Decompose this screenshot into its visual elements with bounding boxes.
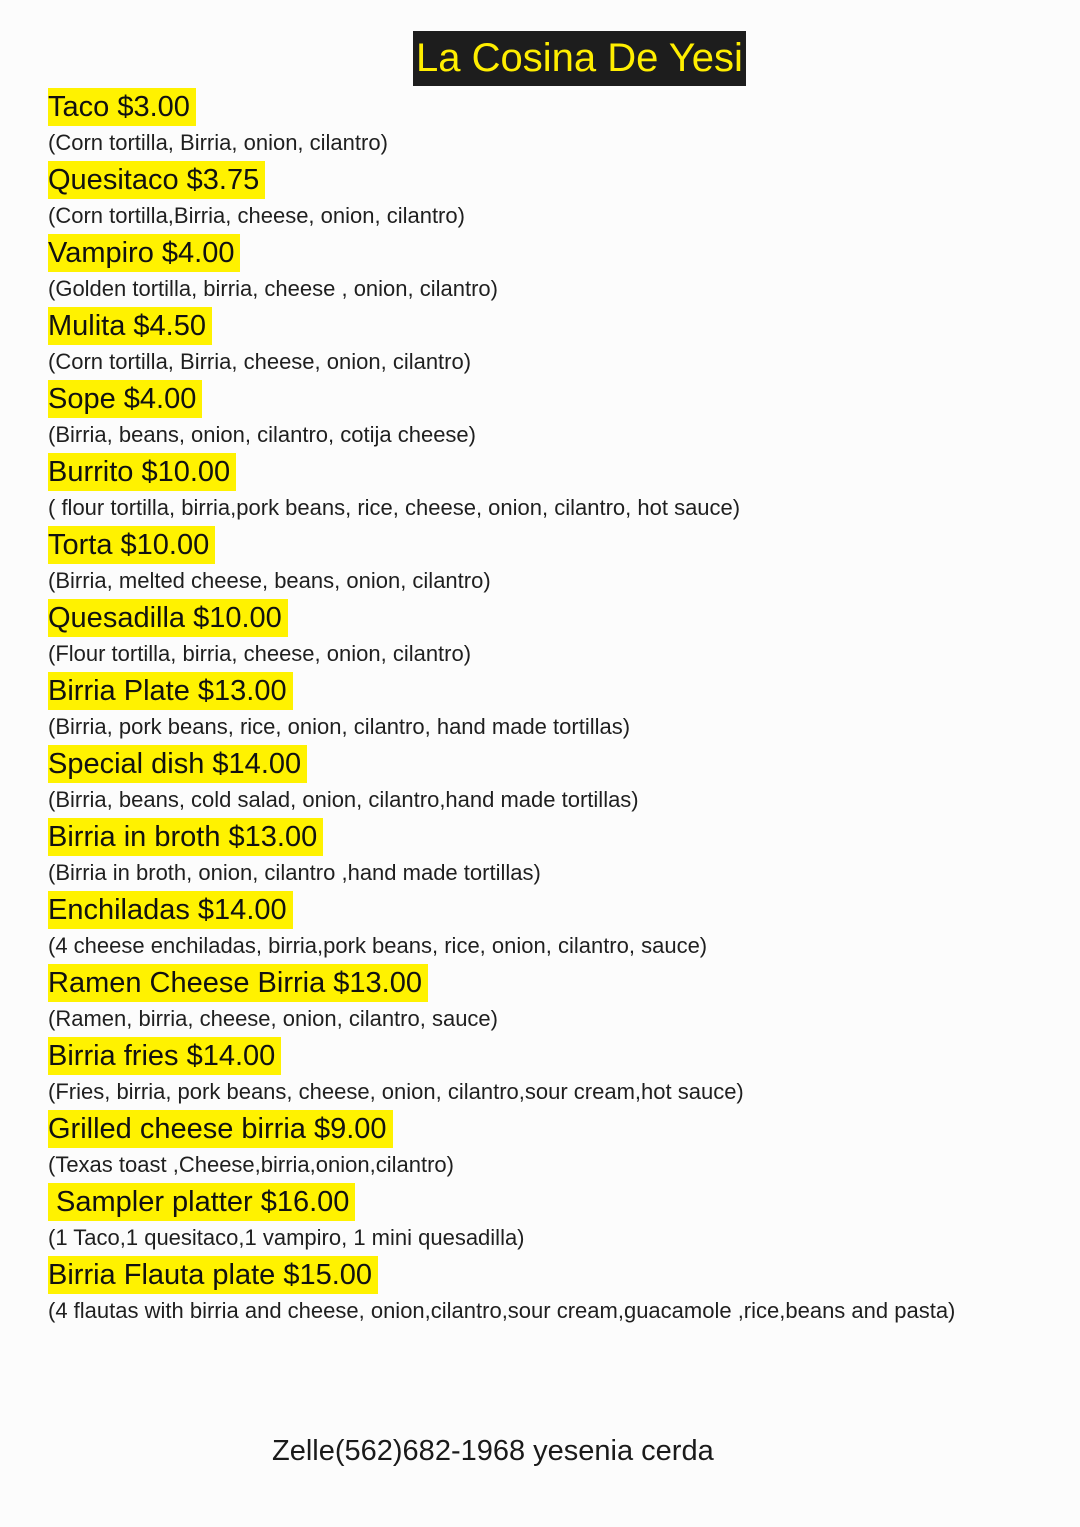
menu-item-name: Taco $3.00 [48,88,196,126]
menu-item-name: Burrito $10.00 [48,453,236,491]
menu-item-description: (Birria, beans, onion, cilantro, cotija cheese) [48,422,476,447]
menu-item [48,380,1048,453]
menu-item-description: ( flour tortilla, birria,pork beans, rice, cheese, onion, cilantro, hot sauce) [48,495,741,520]
menu-item-name: Torta $10.00 [48,526,215,564]
menu-item [48,599,1048,672]
menu-item [48,818,1048,891]
menu-item [48,453,1048,526]
menu-item [48,161,1048,234]
menu-item [48,1256,1048,1329]
menu-item [48,526,1048,599]
menu-item [48,88,1048,161]
menu-item-description: (1 Taco,1 quesitaco,1 vampiro, 1 mini quesadilla) [48,1225,525,1250]
menu-item-description: (Corn tortilla, Birria, cheese, onion, cilantro) [48,349,472,374]
menu-item-name: Grilled cheese birria $9.00 [48,1110,393,1148]
menu-item-name: Enchiladas $14.00 [48,891,293,929]
menu-item-description: (Birria, pork beans, rice, onion, cilantro, hand made tortillas) [48,714,631,739]
menu-item [48,234,1048,307]
menu-item-description: (4 flautas with birria and cheese, onion,cilantro,sour cream,guacamole ,rice,beans and pasta) [48,1298,956,1323]
menu-item-name: Quesitaco $3.75 [48,161,265,199]
menu-item [48,745,1048,818]
menu-item [48,1183,1048,1256]
menu-item-description: (4 cheese enchiladas, birria,pork beans, rice, onion, cilantro, sauce) [48,933,708,958]
menu-item-description: (Corn tortilla,Birria, cheese, onion, cilantro) [48,203,465,228]
menu-list [48,88,1048,1329]
menu-item [48,964,1048,1037]
menu-item-description: (Corn tortilla, Birria, onion, cilantro) [48,130,388,155]
menu-item-description: (Texas toast ,Cheese,birria,onion,cilantro) [48,1152,454,1177]
menu-item-name: Sope $4.00 [48,380,202,418]
menu-item-name: Special dish $14.00 [48,745,307,783]
menu-item-name: Birria fries $14.00 [48,1037,281,1075]
menu-item [48,672,1048,745]
menu-item-name: Vampiro $4.00 [48,234,240,272]
menu-item [48,1037,1048,1110]
menu-item-description: (Birria, melted cheese, beans, onion, cilantro) [48,568,491,593]
menu-item-description: (Golden tortilla, birria, cheese , onion, cilantro) [48,276,498,301]
menu-item-name: Sampler platter $16.00 [48,1183,355,1221]
payment-info: Zelle(562)682-1968 yesenia cerda [272,1435,714,1467]
menu-item-name: Birria in broth $13.00 [48,818,323,856]
menu-item-name: Ramen Cheese Birria $13.00 [48,964,428,1002]
menu-item-description: (Ramen, birria, cheese, onion, cilantro, sauce) [48,1006,498,1031]
menu-item-name: Birria Plate $13.00 [48,672,293,710]
menu-item-description: (Birria in broth, onion, cilantro ,hand made tortillas) [48,860,541,885]
menu-item-description: (Birria, beans, cold salad, onion, cilantro,hand made tortillas) [48,787,639,812]
menu-item [48,891,1048,964]
menu-item [48,307,1048,380]
menu-item-name: Quesadilla $10.00 [48,599,288,637]
menu-item-name: Mulita $4.50 [48,307,212,345]
menu-item-description: (Fries, birria, pork beans, cheese, onion, cilantro,sour cream,hot sauce) [48,1079,744,1104]
page-title: La Cosina De Yesi [413,31,746,86]
menu-item-description: (Flour tortilla, birria, cheese, onion, cilantro) [48,641,472,666]
menu-item [48,1110,1048,1183]
menu-item-name: Birria Flauta plate $15.00 [48,1256,378,1294]
